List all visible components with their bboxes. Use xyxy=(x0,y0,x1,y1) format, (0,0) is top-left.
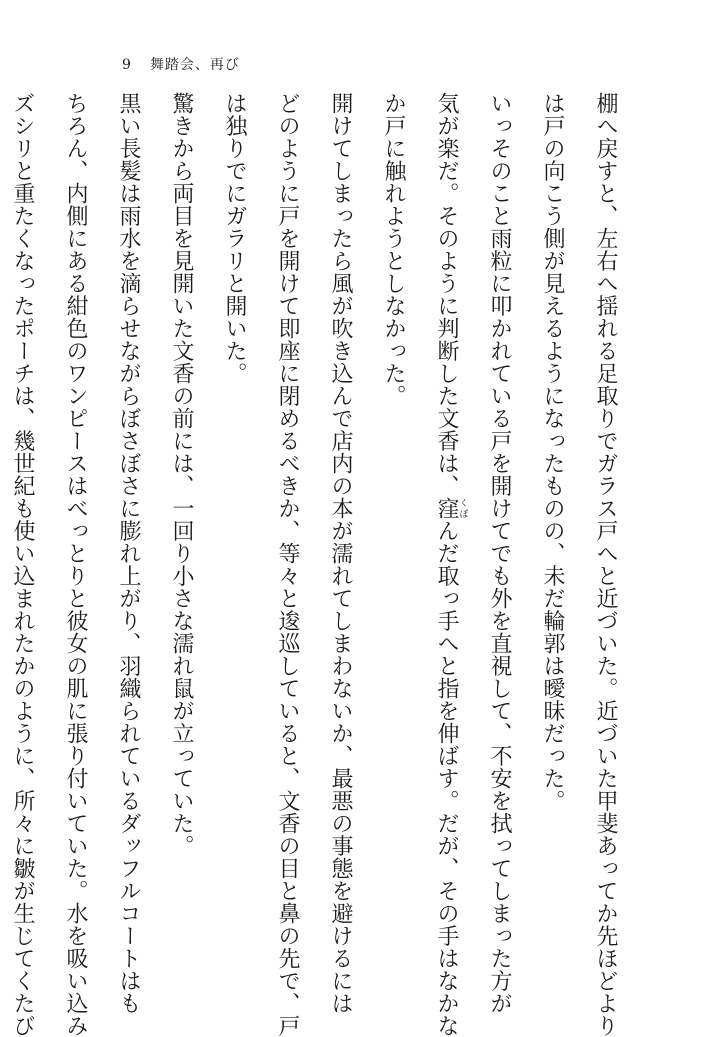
vertical-text-body xyxy=(0,92,632,972)
text-line: 棚へ戻すと、左右へ揺れる足取りでガラス戸へと近づいた。近づいた甲斐あってか先ほどより xyxy=(579,92,632,972)
text-line: ズシリと重たくなったポーチは、幾世紀も使い込まれたかのように、所々に皺が生じてくたび xyxy=(0,92,49,972)
text-line: か戸に触れようとしなかった。 xyxy=(367,92,420,972)
text-line: いっそのこと雨粒に叩かれている戸を開けてでも外を直視して、不安を拭ってしまった方が xyxy=(473,92,526,972)
ruby-base: 窪 xyxy=(434,497,459,520)
text-line: 黒い長髪は雨水を滴らせながらぼさぼさに膨れ上がり、羽織られているダッフルコートはも xyxy=(102,92,155,972)
chapter-title: 舞踏会、再び xyxy=(150,54,240,74)
ruby-reading: くぼ xyxy=(458,497,468,520)
text-line: 驚きから両目を見開いた文香の前には、一回り小さな濡れ鼠が立っていた。 xyxy=(155,92,208,972)
running-header xyxy=(122,54,240,74)
page-number: 9 xyxy=(122,57,132,73)
text-line: ちろん、内側にある紺色のワンピースはべっとりと彼女の肌に張り付いていた。水を吸い込み xyxy=(49,92,102,972)
text-line: は戸の向こう側が見えるようになったものの、未だ輪郭は曖昧だった。 xyxy=(526,92,579,972)
text-line: 開けてしまったら風が吹き込んで店内の本が濡れてしまわないか、最悪の事態を避けるには xyxy=(314,92,367,972)
ruby-annotation xyxy=(434,497,459,520)
text-line: どのように戸を開けて即座に閉めるべきか、等々と逡巡していると、文香の目と鼻の先で、戸 xyxy=(261,92,314,972)
text-line: は独りでにガラリと開いた。 xyxy=(208,92,261,972)
text-segment: 気が楽だ。そのように判断した文香は、 xyxy=(434,92,459,497)
text-line-with-ruby xyxy=(420,92,473,972)
text-segment: んだ取っ手へと指を伸ばす。だが、その手はなかな xyxy=(434,520,459,1037)
